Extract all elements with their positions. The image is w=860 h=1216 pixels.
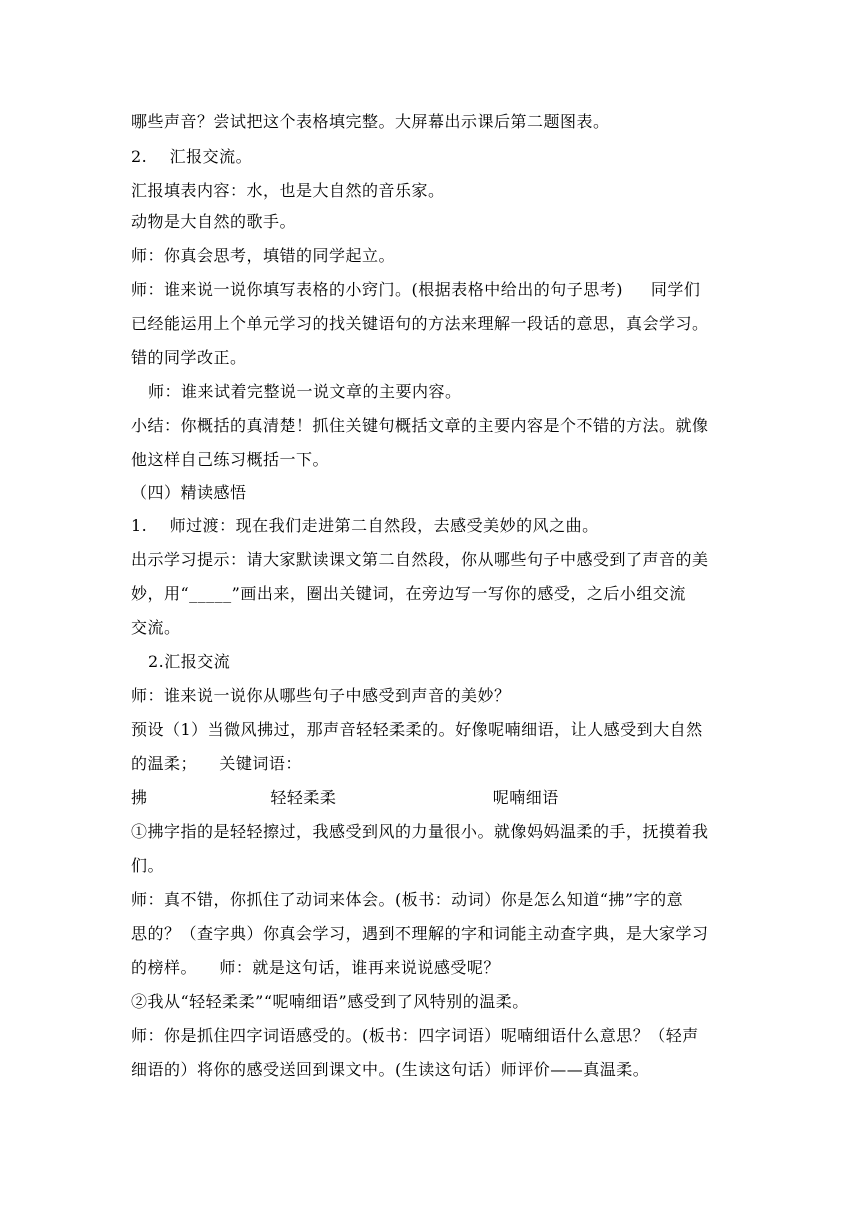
text-line: 的榜样。 师：就是这句话，谁再来说说感受呢？ [131,958,500,977]
text-line: 1. 师过渡：现在我们走进第二自然段，去感受美妙的风之曲。 [131,516,599,535]
text-line: 预设（1）当微风拂过，那声音轻轻柔柔的。好像呢喃细语，让人感受到大自然 [131,720,703,739]
section-heading: （四）精读感悟 [131,483,247,502]
text-line: 动物是大自然的歌手。 [131,212,297,231]
text-line: 汇报填表内容：水，也是大自然的音乐家。 [131,181,445,200]
text-line: 师：你真会思考，填错的同学起立。 [131,246,396,265]
text-line: 他这样自己练习概括一下。 [131,450,330,469]
text-line: ①拂字指的是轻轻擦过，我感受到风的力量很小。就像妈妈温柔的手，抚摸着我 [131,822,709,841]
text-line: 师：谁来说一说你从哪些句子中感受到声音的美妙？ [131,686,511,705]
text-line: 的温柔； 关键词语： [131,754,302,773]
text-line: 已经能运用上个单元学习的找关键语句的方法来理解一段话的意思，真会学习。 [131,314,709,333]
text-line: 错的同学改正。 [131,348,247,367]
text-line: 师：真不错，你抓住了动词来体会。(板书：动词）你是怎么知道“拂”字的意 [131,890,684,909]
text-line: 小结：你概括的真清楚！抓住关键句概括文章的主要内容是个不错的方法。就像 [131,416,709,435]
text-line: 们。 [131,856,165,875]
keywords-line: 拂 轻轻柔柔 呢喃细语 [131,788,559,807]
text-line: 2.汇报交流 [148,652,231,671]
text-line: 师：你是抓住四字词语感受的。(板书：四字词语）呢喃细语什么意思？（轻声 [131,1026,699,1045]
text-line: 2. 汇报交流。 [131,147,253,166]
text-line: 师：谁来试着完整说一说文章的主要内容。 [148,382,462,401]
text-line: 交流。 [131,618,181,637]
text-line: ②我从“轻轻柔柔”“呢喃细语”感受到了风特别的温柔。 [131,992,529,1011]
text-line: 细语的）将你的感受送回到课文中。(生读这句话）师评价——真温柔。 [131,1060,650,1079]
text-line: 妙，用“_____”画出来，圈出关键词，在旁边写一写你的感受，之后小组交流 [131,584,686,603]
text-line: 哪些声音？尝试把这个表格填完整。大屏幕出示课后第二题图表。 [131,112,610,131]
text-line: 出示学习提示：请大家默读课文第二自然段，你从哪些句子中感受到了声音的美 [131,550,709,569]
text-line: 思的？（查字典）你真会学习，遇到不理解的字和词能主动查字典，是大家学习 [131,924,709,943]
text-line: 师：谁来说一说你填写表格的小窍门。(根据表格中给出的句子思考) 同学们 [131,280,701,299]
